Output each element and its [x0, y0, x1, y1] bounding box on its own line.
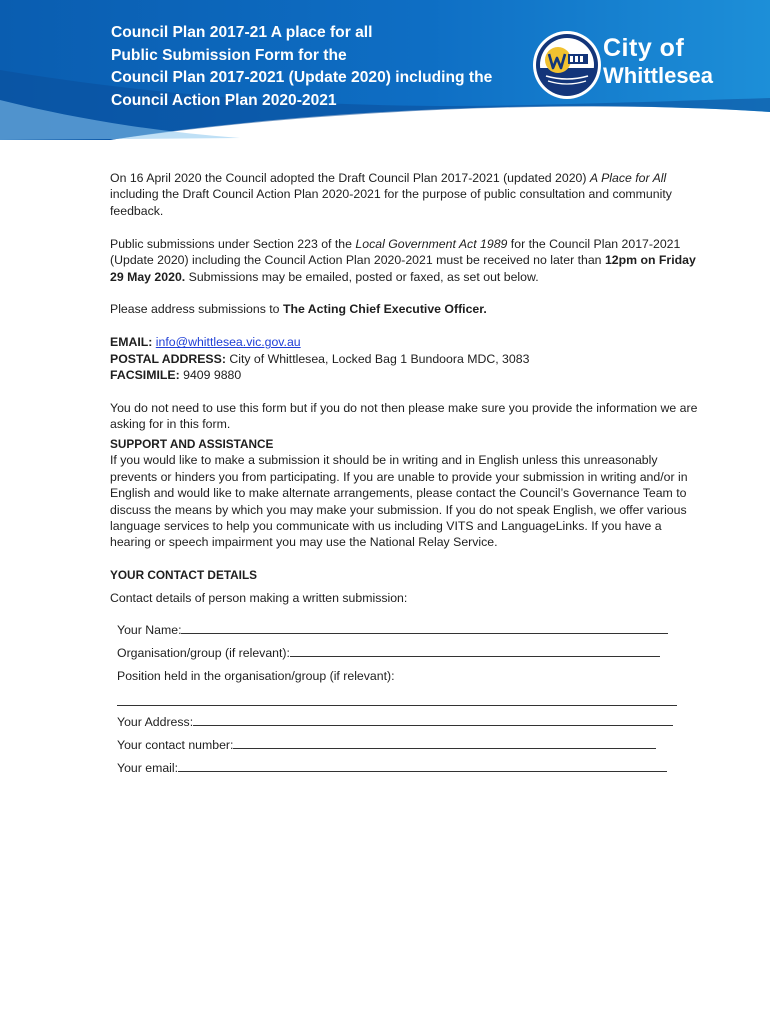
email-link[interactable]: info@whittlesea.vic.gov.au [155, 335, 301, 350]
name-field[interactable] [181, 620, 668, 634]
deadline-paragraph: Public submissions under Section 223 of the Local Government Act 1989 for the Council Plan 2017-2021 (Update 2020) including the Council Action Plan 2020-2021 must be received no later than 12pm on Friday 29 May 2020. Submissions may be emailed, posted or faxed, as set out below. [110, 236, 696, 284]
brand-line-1: City of [603, 34, 685, 62]
document-body [110, 170, 705, 606]
brand-wordmark [603, 34, 713, 90]
position-field-label: Position held in the organisation/group (if relevant): [117, 669, 395, 684]
email-field-row [117, 758, 682, 781]
address-field-label: Your Address: [117, 714, 194, 729]
postal-line: POSTAL ADDRESS: City of Whittlesea, Locked Bag 1 Bundoora MDC, 3083 [110, 351, 530, 366]
brand-line-2: Whittlesea [603, 63, 714, 88]
document-title [111, 22, 492, 112]
email-field[interactable] [178, 758, 667, 772]
name-field-label: Your Name: [117, 623, 182, 637]
contact-details-heading: YOUR CONTACT DETAILS [110, 568, 258, 583]
page-header [0, 0, 770, 140]
contact-details-intro: Contact details of person making a written submission: [110, 590, 408, 605]
organisation-field-label: Organisation/group (if relevant): [117, 646, 290, 661]
title-line: Council Action Plan 2020-2021 [111, 91, 337, 109]
city-of-whittlesea-logo-icon [532, 30, 602, 100]
name-field-row [117, 620, 682, 643]
email-line: EMAIL: info@whittlesea.vic.gov.au [110, 335, 301, 350]
support-heading: SUPPORT AND ASSISTANCE [110, 436, 274, 451]
address-field[interactable] [193, 712, 673, 726]
notice-paragraph: You do not need to use this form but if you do not then please make sure you provide the information we are asking for in this form. [110, 401, 698, 432]
title-line: Council Plan 2017-21 A place for all [111, 24, 373, 41]
contact-number-field-label: Your contact number: [117, 737, 234, 752]
email-field-label: Your email: [117, 760, 179, 775]
support-paragraph: If you would like to make a submission it should be in writing and in English unless this unreasonably prevents or hinders you from participating. If you are unable to provide your submission in writing and/or in English and would like to make alternate arrangements, please contact the Council’s Governance Team to discuss the means by which you may make your submission. If you do not speak English, we offer various language services to help you communicate with us including VITS and LanguageLinks. If you have a hearing or speech impairment you may use the National Relay Service. [110, 453, 688, 550]
organisation-field-row [117, 643, 682, 666]
intro-paragraph: On 16 April 2020 the Council adopted the Draft Council Plan 2017-2021 (updated 2020) A Place for All including the Draft Council Action Plan 2020-2021 for the purpose of public consultation and community feedback. [110, 171, 672, 218]
contact-form [117, 620, 682, 781]
contact-number-field-row [117, 735, 682, 758]
contact-number-field[interactable] [233, 735, 656, 749]
address-field-row [117, 712, 682, 735]
organisation-field[interactable] [290, 643, 660, 657]
title-line: Public Submission Form for the [111, 46, 347, 64]
address-to-paragraph: Please address submissions to The Acting Chief Executive Officer. [110, 302, 487, 317]
title-line: Council Plan 2017-2021 (Update 2020) including the [111, 69, 493, 86]
fax-line: FACSIMILE: 9409 9880 [110, 368, 242, 383]
